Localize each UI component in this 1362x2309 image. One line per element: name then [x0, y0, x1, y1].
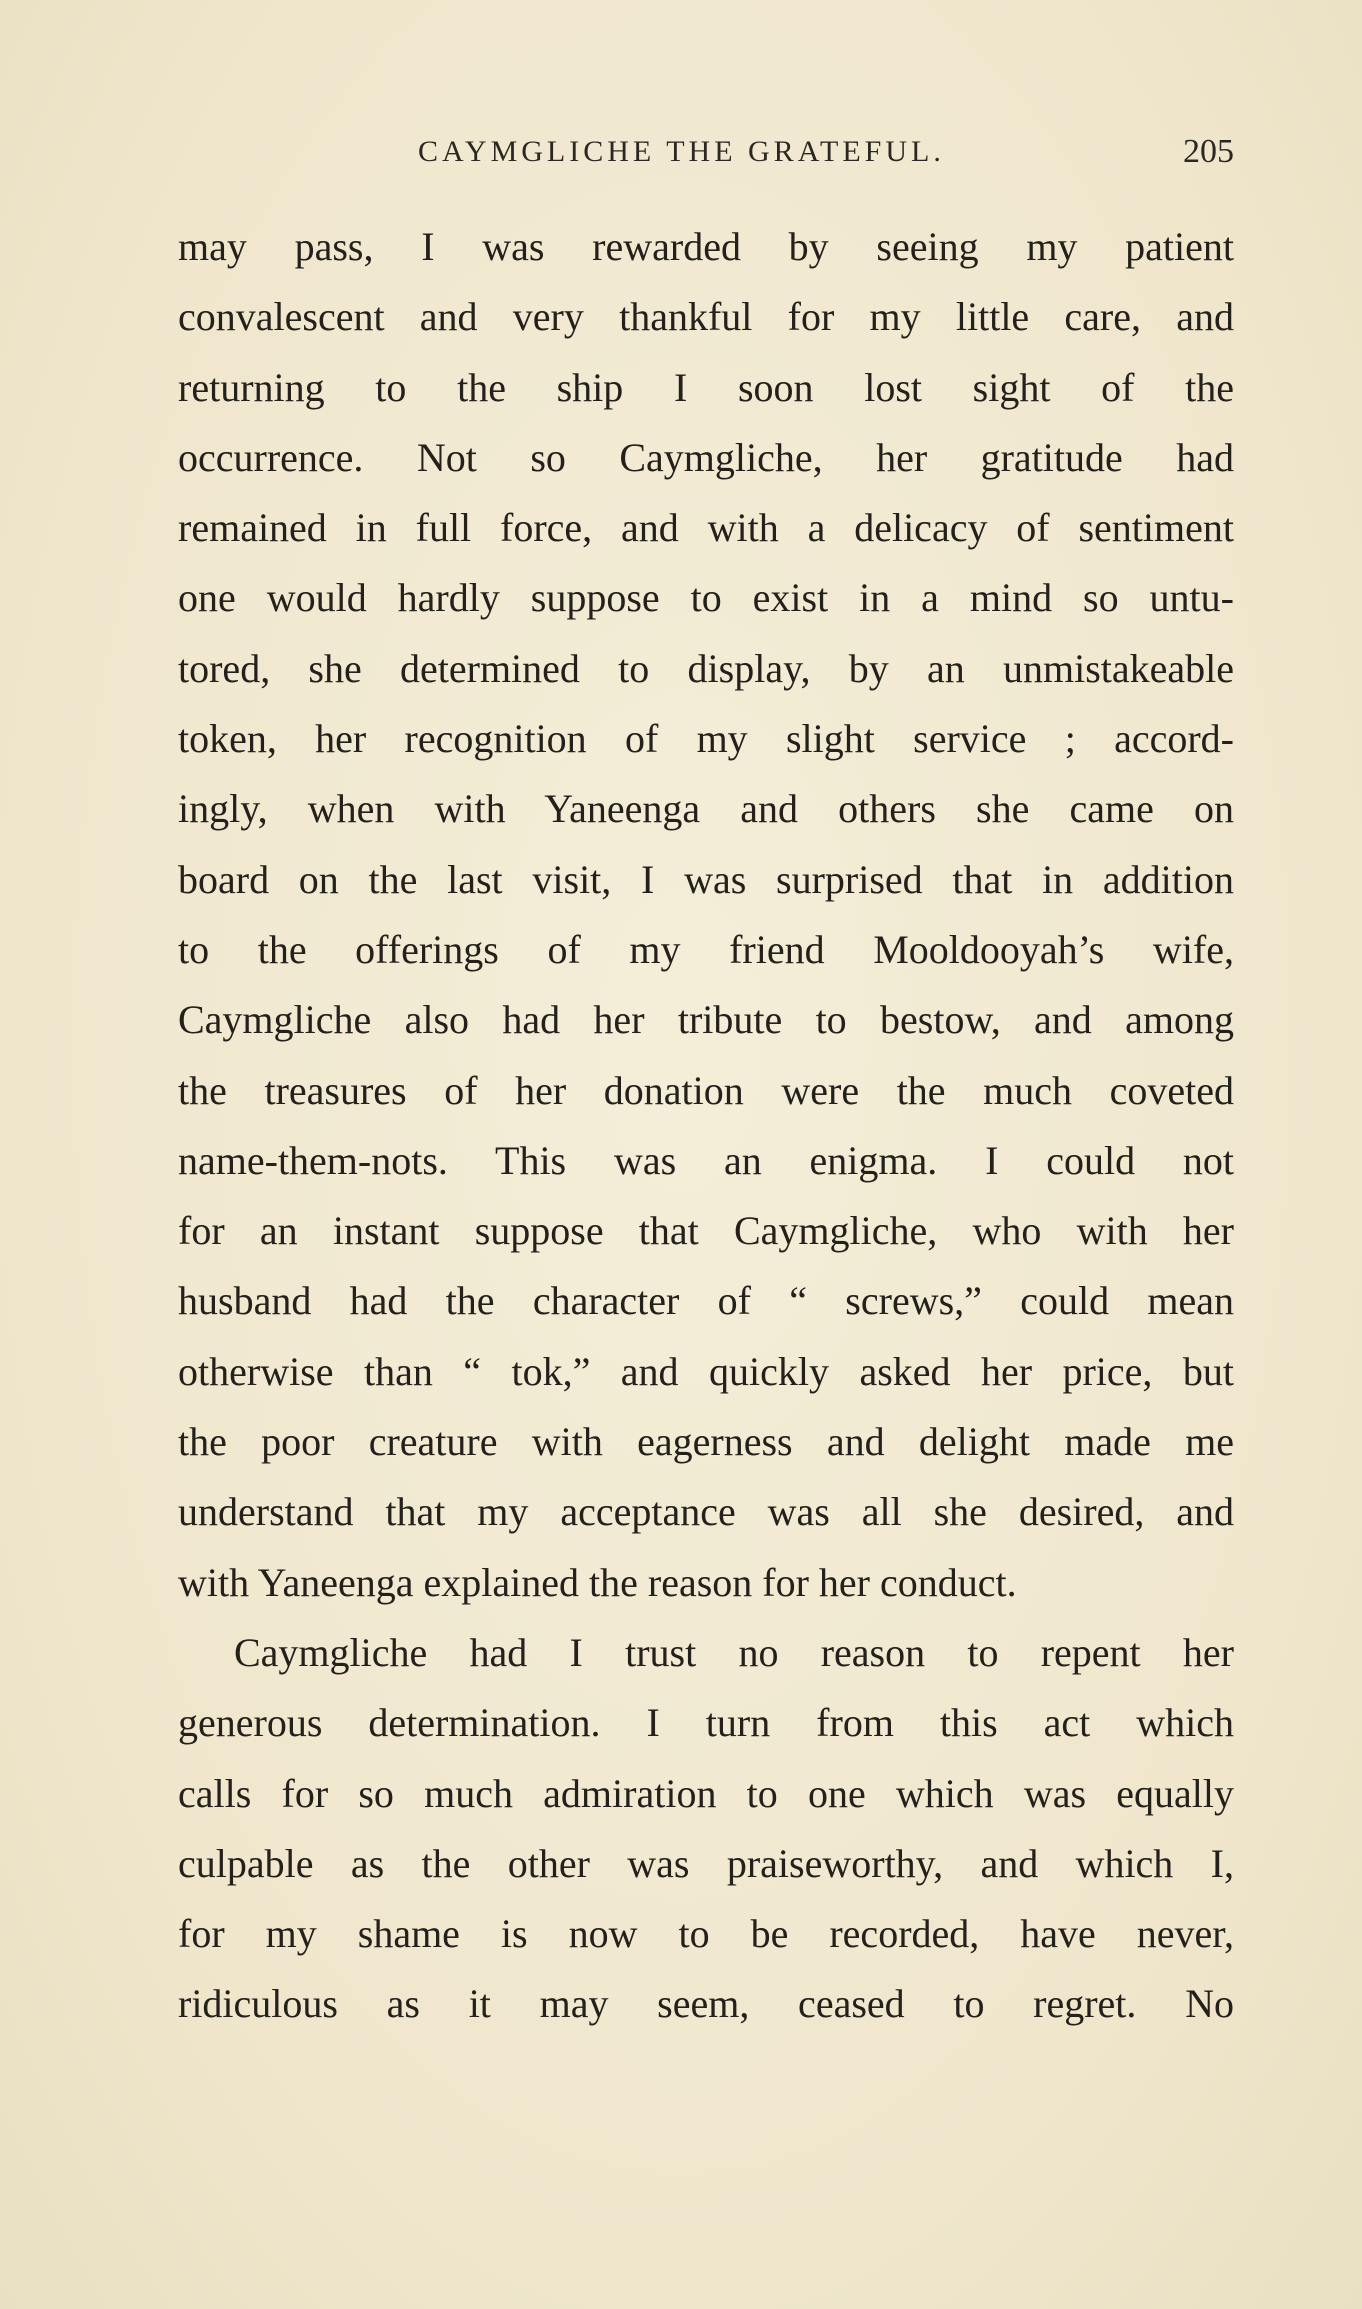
text-line: Caymgliche had I trust no reason to repent her [234, 1629, 1234, 1675]
text-line: one would hardly suppose to exist in a mind so untu- [178, 575, 1234, 621]
text-line: board on the last visit, I was surprised that in addition [178, 856, 1234, 902]
running-title: CAYMGLICHE THE GRATEFUL. [418, 135, 945, 168]
text-line: husband had the character of “ screws,” could mean [178, 1278, 1234, 1324]
page-number: 205 [1183, 133, 1234, 170]
text-line: tored, she determined to display, by an unmistakeable [178, 645, 1234, 691]
text-line: the poor creature with eagerness and delight made me [178, 1419, 1234, 1465]
text-line: with Yaneenga explained the reason for her conduct. [178, 1559, 1017, 1605]
text-line: occurrence. Not so Caymgliche, her gratitude had [178, 434, 1234, 480]
text-line: name-them-nots. This was an enigma. I could not [178, 1137, 1234, 1183]
text-line: for my shame is now to be recorded, have never, [178, 1911, 1234, 1957]
text-line: understand that my acceptance was all she desired, and [178, 1489, 1234, 1535]
running-head [178, 128, 1234, 176]
text-line: for an instant suppose that Caymgliche, who with her [178, 1208, 1234, 1254]
text-line: returning to the ship I soon lost sight of the [178, 364, 1234, 410]
text-line: convalescent and very thankful for my little care, and [178, 294, 1234, 340]
text-line: the treasures of her donation were the much coveted [178, 1067, 1234, 1113]
text-line: generous determination. I turn from this act which [178, 1700, 1234, 1746]
text-line: ingly, when with Yaneenga and others she came on [178, 786, 1234, 832]
text-line: to the offerings of my friend Mooldooyah’s wife, [178, 926, 1234, 972]
text-line: token, her recognition of my slight service ; accord- [178, 716, 1234, 762]
body-text [178, 212, 1234, 2040]
text-line: ridiculous as it may seem, ceased to regret. No [178, 1981, 1234, 2027]
text-line: Caymgliche also had her tribute to bestow, and among [178, 997, 1234, 1043]
text-line: may pass, I was rewarded by seeing my patient [178, 224, 1234, 269]
text-line: otherwise than “ tok,” and quickly asked her price, but [178, 1348, 1234, 1394]
text-line: remained in full force, and with a delicacy of sentiment [178, 505, 1234, 551]
text-line: calls for so much admiration to one which was equally [178, 1770, 1234, 1816]
text-line: culpable as the other was praiseworthy, and which I, [178, 1840, 1234, 1886]
